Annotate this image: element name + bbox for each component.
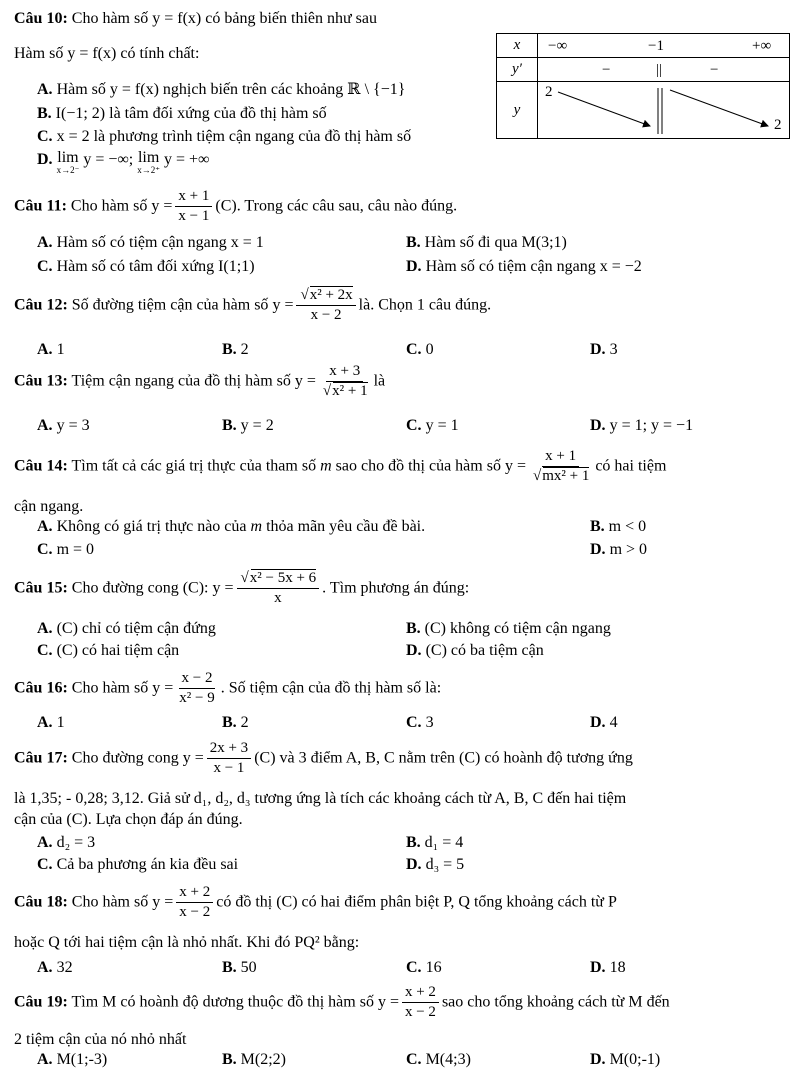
table-y-row [538,82,790,139]
q10-option-a: A. Hàm số y = f(x) nghịch biến trên các khoảng ℝ \ {−1} [37,81,406,98]
sign: − [710,62,719,78]
sign: − [602,62,611,78]
q17-option-a: A. d₂ = 3 [37,834,96,851]
q16-option-d: D. 4 [590,714,618,731]
q16-option-b: B. 2 [222,714,249,731]
q11-stem: Câu 11: Cho hàm số y = $\frac{x + 1}{x - 1}$ (C). Trong các câu sau, câu nào đúng. [14,188,458,225]
q12-option-d: D. 3 [590,341,618,358]
y-bottom-value: 2 [774,117,782,133]
q14-option-a: A. Không có giá trị thực nào của m thỏa mãn yêu cầu đề bài. [37,518,426,535]
q17-option-b: B. d₁ = 4 [406,834,464,851]
q15-option-c: C. (C) có hai tiệm cận [37,642,180,659]
x-value: −1 [648,38,664,54]
q15-option-a: A. (C) chỉ có tiệm cận đứng [37,620,216,637]
q19-option-c: C. M(4;3) [406,1051,471,1068]
q14-option-d: D. m > 0 [590,541,648,558]
q17-option-d: D. d₃ = 5 [406,856,465,873]
q19-option-a: A. M(1;-3) [37,1051,108,1068]
q15-option-b: B. (C) không có tiệm cận ngang [406,620,611,637]
q14-option-c: C. m = 0 [37,541,95,558]
q18-stem: Câu 18: Cho hàm số y = $\frac{x + 2}{x - 2}$ có đồ thị (C) có hai điểm phân biệt P, Q tổng khoảng cách từ P [14,884,617,921]
q17-stem: Câu 17: Cho đường cong y = $\frac{2x + 3}{x - 1}$ (C) và 3 điểm A, B, C nằm trên (C) có hoành độ tương ứng [14,740,633,777]
q14-stem-cont: cận ngang. [14,498,84,515]
table-yprime-row [538,58,790,82]
q17-option-c: C. Cả ba phương án kia đều sai [37,856,239,873]
q13-option-c: C. y = 1 [406,417,459,434]
variation-table [496,33,790,139]
q15-stem: Câu 15: Cho đường cong (C): y = √ $\frac{\text{x² − 5x + 6}}{x}$ . Tìm phương án đúng: [14,570,469,608]
q10-stem: Câu 10: Cho hàm số y = f(x) có bảng biến thiên như sau [14,10,377,27]
q19-option-d: D. M(0;-1) [590,1051,661,1068]
q18-option-d: D. 18 [590,959,626,976]
q18-line2: hoặc Q tới hai tiệm cận là nhỏ nhất. Khi đó PQ² bằng: [14,934,360,951]
q19-option-b: B. M(2;2) [222,1051,286,1068]
q11-option-a: A. Hàm số có tiệm cận ngang x = 1 [37,234,264,251]
q17-line2: là 1,35; - 0,28; 3,12. Giả sử d₁, d₂, d₃ tương ứng là tích các khoảng cách từ A, B, C đến hai tiệm [14,790,627,807]
q14-stem: Câu 14: Tìm tất cả các giá trị thực của tham số m sao cho đồ thị của hàm số y = x + 1 √ mx² + 1 có hai tiệm [14,448,666,486]
q18-option-b: B. 50 [222,959,257,976]
table-x-row [538,34,790,58]
q15-option-d: D. (C) có ba tiệm cận [406,642,544,659]
q17-line3: cận của (C). Lựa chọn đáp án đúng. [14,811,243,828]
q13-option-d: D. y = 1; y = −1 [590,417,694,434]
variation-arrows [538,82,790,139]
y-top-value: 2 [545,84,553,100]
decreasing-arrow [558,92,650,126]
q13-option-b: B. y = 2 [222,417,274,434]
x-value: +∞ [752,38,772,54]
q12-option-a: A. 1 [37,341,65,358]
q14-option-b: B. m < 0 [590,518,647,535]
q11-option-b: B. Hàm số đi qua M(3;1) [406,234,567,251]
q10-option-d: D. lim x→2⁻ y = −∞; lim x→2⁺ y = +∞ [37,149,210,175]
q16-option-c: C. 3 [406,714,434,731]
sign: || [656,62,663,78]
q10-option-c: C. x = 2 là phương trình tiệm cận ngang của đồ thị hàm số [37,128,412,145]
table-yprime-label: y′ [497,58,538,82]
q11-option-c: C. Hàm số có tâm đối xứng I(1;1) [37,258,255,275]
q12-option-c: C. 0 [406,341,434,358]
table-x-label: x [497,34,538,58]
decreasing-arrow [670,90,768,126]
q11-option-d: D. Hàm số có tiệm cận ngang x = −2 [406,258,642,275]
q16-stem: Câu 16: Cho hàm số y = $\frac{x - 2}{\text{x² − 9}}$ . Số tiệm cận của đồ thị hàm số là: [14,670,442,707]
x-value: −∞ [548,38,568,54]
q13-stem: Câu 13: Tiệm cận ngang của đồ thị hàm số y = x + 3 √ x² + 1 là [14,363,385,401]
q16-option-a: A. 1 [37,714,65,731]
q18-option-a: A. 32 [37,959,73,976]
table-y-label: y [497,82,538,139]
q10-option-b: B. I(−1; 2) là tâm đối xứng của đồ thị hàm số [37,105,327,122]
q12-option-b: B. 2 [222,341,249,358]
q19-line2: 2 tiệm cận của nó nhỏ nhất [14,1031,187,1048]
q19-stem: Câu 19: Tìm M có hoành độ dương thuộc đồ thị hàm số y = $\frac{x + 2}{x - 2}$ sao cho tổng khoảng cách từ M đến [14,984,670,1021]
q12-stem: Câu 12: Số đường tiệm cận của hàm số y = √ $\frac{\text{x² + 2x}}{x - 2}$ là. Chọn 1 câu đúng. [14,287,491,325]
q13-option-a: A. y = 3 [37,417,90,434]
q10-line2: Hàm số y = f(x) có tính chất: [14,45,200,62]
q18-option-c: C. 16 [406,959,442,976]
